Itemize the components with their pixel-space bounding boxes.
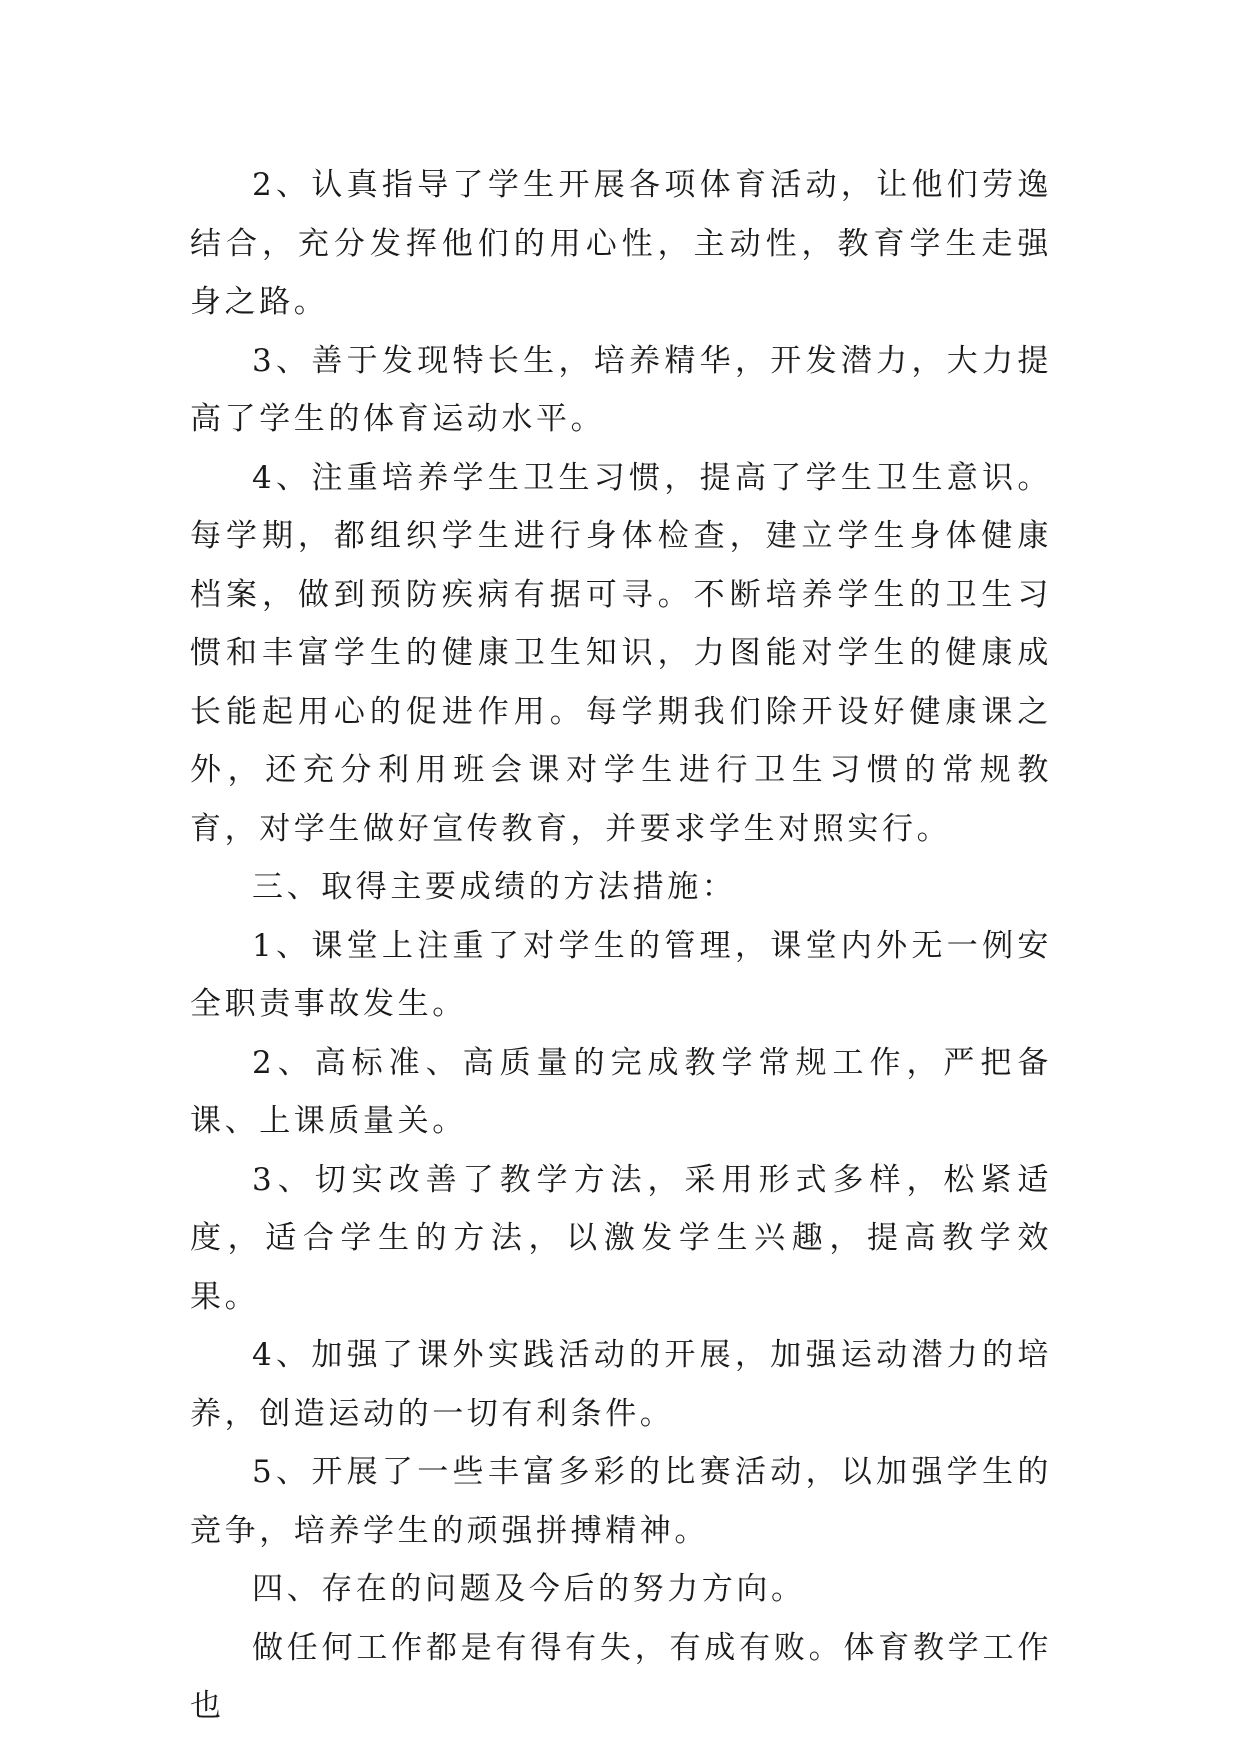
paragraph-measure-3: 3、切实改善了教学方法，采用形式多样，松紧适度，适合学生的方法，以激发学生兴趣，提高教学效果。 [190, 1161, 1052, 1315]
document-page [190, 156, 1052, 1736]
paragraph-measure-1: 1、课堂上注重了对学生的管理，课堂内外无一例安全职责事故发生。 [190, 927, 1052, 1022]
paragraph-measure-2: 2、高标准、高质量的完成教学常规工作，严把备课、上课质量关。 [190, 1044, 1052, 1139]
paragraph-item-3: 3、善于发现特长生，培养精华，开发潜力，大力提高了学生的体育运动水平。 [190, 342, 1052, 437]
paragraph-item-4: 4、注重培养学生卫生习惯，提高了学生卫生意识。每学期，都组织学生进行身体检查，建立学生身体健康档案，做到预防疾病有据可寻。不断培养学生的卫生习惯和丰富学生的健康卫生知识，力图能对学生的健康成长能起用心的促进作用。每学期我们除开设好健康课之外，还充分利用班会课对学生进行卫生习惯的常规教育，对学生做好宣传教育，并要求学生对照实行。 [190, 459, 1052, 847]
paragraph-measure-5: 5、开展了一些丰富多彩的比赛活动，以加强学生的竞争，培养学生的顽强拼搏精神。 [190, 1454, 1052, 1549]
paragraph-measure-4: 4、加强了课外实践活动的开展，加强运动潜力的培养，创造运动的一切有利条件。 [190, 1337, 1052, 1432]
paragraph-closing: 做任何工作都是有得有失，有成有败。体育教学工作也 [190, 1629, 1052, 1724]
section-heading-4: 四、存在的问题及今后的努力方向。 [252, 1571, 806, 1607]
section-heading-3: 三、取得主要成绩的方法措施： [252, 869, 737, 905]
paragraph-item-2: 2、认真指导了学生开展各项体育活动，让他们劳逸结合，充分发挥他们的用心性，主动性，教育学生走强身之路。 [190, 167, 1052, 320]
